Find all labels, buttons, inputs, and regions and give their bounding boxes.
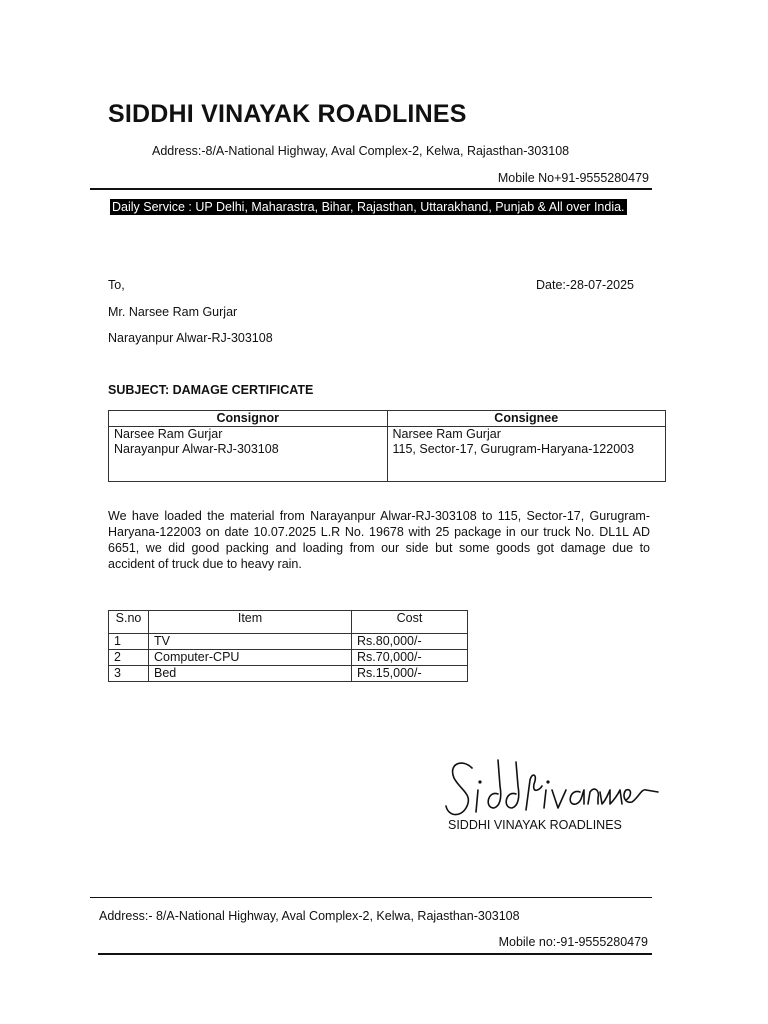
service-banner: Daily Service : UP Delhi, Maharastra, Bihar, Rajasthan, Uttarakhand, Punjab & All over India. xyxy=(112,200,625,214)
cell-item: TV xyxy=(149,634,352,650)
consignor-address: Narayanpur Alwar-RJ-303108 xyxy=(114,442,279,456)
cell-sno: 1 xyxy=(109,634,149,650)
cell-sno: 2 xyxy=(109,650,149,666)
cell-cost: Rs.70,000/- xyxy=(352,650,468,666)
cell-item: Computer-CPU xyxy=(149,650,352,666)
column-header-sno: S.no xyxy=(109,611,149,634)
party-table xyxy=(108,410,666,482)
date-text: Date:-28-07-2025 xyxy=(536,278,634,292)
header-divider xyxy=(90,188,652,190)
recipient-address: Narayanpur Alwar-RJ-303108 xyxy=(108,331,273,345)
table-row xyxy=(109,650,468,666)
consignee-cell xyxy=(387,427,666,482)
cell-item: Bed xyxy=(149,666,352,682)
subject-line: SUBJECT: DAMAGE CERTIFICATE xyxy=(108,383,314,397)
footer-divider xyxy=(90,897,652,898)
footer-address: Address:- 8/A-National Highway, Aval Complex-2, Kelwa, Rajasthan-303108 xyxy=(99,909,520,923)
to-label: To, xyxy=(108,278,125,292)
column-header-item: Item xyxy=(149,611,352,634)
consignor-header: Consignor xyxy=(109,411,388,427)
items-table xyxy=(108,610,468,682)
table-row xyxy=(109,666,468,682)
cell-cost: Rs.80,000/- xyxy=(352,634,468,650)
footer-bottom-divider xyxy=(98,953,652,955)
consignee-header: Consignee xyxy=(387,411,666,427)
signature-label: SIDDHI VINAYAK ROADLINES xyxy=(448,818,622,832)
company-name: SIDDHI VINAYAK ROADLINES xyxy=(108,100,467,128)
column-header-cost: Cost xyxy=(352,611,468,634)
consignee-address: 115, Sector-17, Gurugram-Haryana-122003 xyxy=(392,442,635,456)
recipient-name: Mr. Narsee Ram Gurjar xyxy=(108,305,238,319)
header-address: Address:-8/A-National Highway, Aval Complex-2, Kelwa, Rajasthan-303108 xyxy=(152,144,570,158)
consignor-cell xyxy=(109,427,388,482)
consignor-name: Narsee Ram Gurjar xyxy=(114,427,223,441)
cell-sno: 3 xyxy=(109,666,149,682)
consignee-name: Narsee Ram Gurjar xyxy=(392,427,501,441)
header-mobile: Mobile No+91-9555280479 xyxy=(497,171,649,185)
body-paragraph: We have loaded the material from Narayanpur Alwar-RJ-303108 to 115, Sector-17, Gurugram-Haryana-122003 on date 10.07.2025 L.R No. 19678 with 25 package in our truck No. DL1L AD 6651, we did good packing and loading from our side but some goods got damage due to accident of truck due to heavy rain. xyxy=(108,509,650,571)
table-row xyxy=(109,634,468,650)
footer-mobile: Mobile no:-91-9555280479 xyxy=(498,935,648,949)
cell-cost: Rs.15,000/- xyxy=(352,666,468,682)
